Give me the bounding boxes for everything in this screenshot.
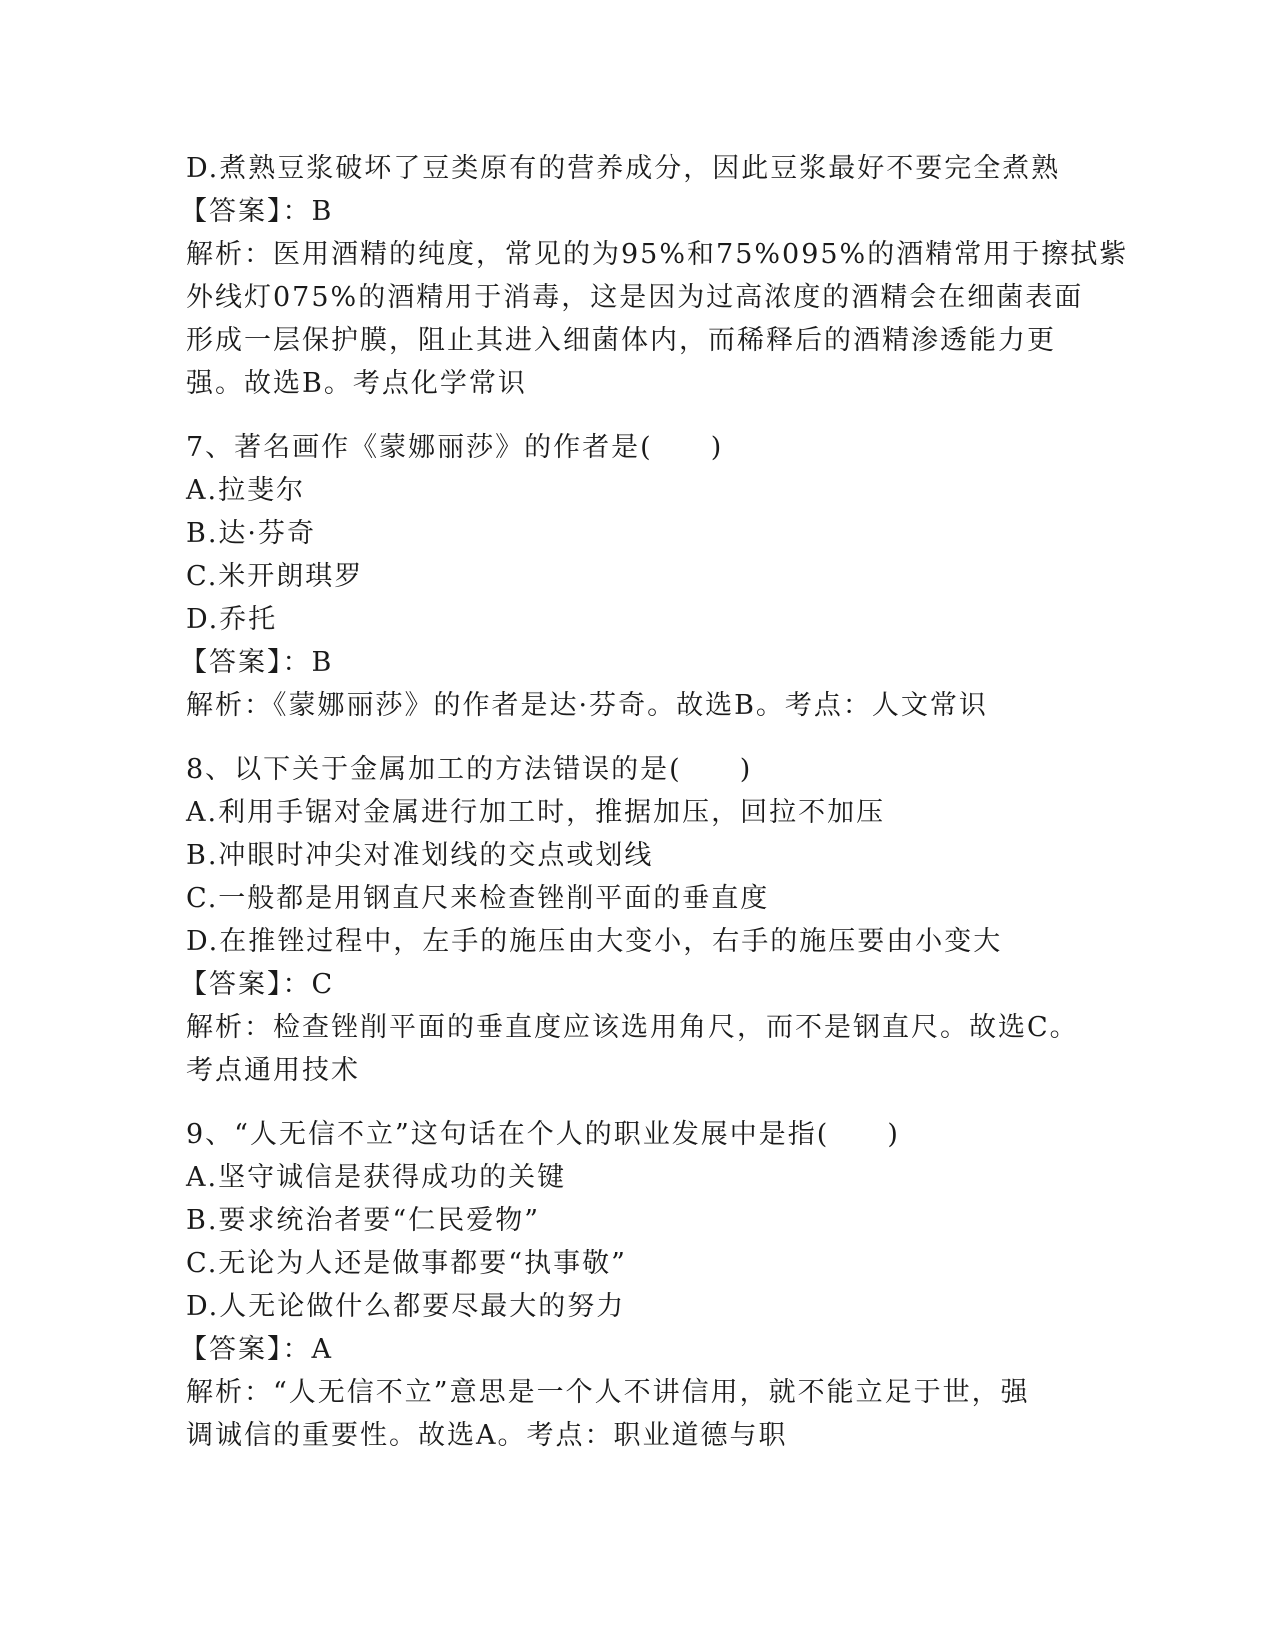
question-block-7 — [180, 426, 1086, 727]
document-content — [180, 147, 1129, 1457]
option-c: C.一般都是用钢直尺来检查锉削平面的垂直度 — [186, 883, 770, 914]
explanation-line: 强。故选B。考点化学常识 — [186, 368, 527, 399]
explanation-line: 解析：医用酒精的纯度，常见的为95%和75%095%的酒精常用于擦拭紫 — [186, 239, 1129, 270]
answer: 【答案】：C — [180, 969, 335, 1000]
question-stem: 7、著名画作《蒙娜丽莎》的作者是( ) — [186, 432, 724, 463]
spacer — [186, 1092, 1086, 1113]
question-block-9 — [180, 1113, 1086, 1457]
explanation-line: 解析：检查锉削平面的垂直度应该选用角尺，而不是钢直尺。故选C。 — [186, 1012, 1079, 1043]
option-d: D.乔托 — [186, 604, 278, 635]
option-b: B.要求统治者要“仁民爱物” — [186, 1205, 541, 1236]
option-a: A.坚守诚信是获得成功的关键 — [186, 1162, 567, 1193]
question-stem: 9、“人无信不立”这句话在个人的职业发展中是指( ) — [186, 1119, 900, 1150]
option-c: C.米开朗琪罗 — [186, 561, 364, 592]
option-a: A.利用手锯对金属进行加工时，推据加压，回拉不加压 — [186, 797, 886, 828]
option-b: B.冲眼时冲尖对准划线的交点或划线 — [186, 840, 654, 871]
answer: 【答案】：B — [180, 647, 334, 678]
explanation-line: 调诚信的重要性。故选A。考点：职业道德与职 — [186, 1420, 788, 1451]
answer: 【答案】：A — [180, 1334, 333, 1365]
question-block-8 — [180, 748, 1086, 1092]
explanation-line: 考点通用技术 — [186, 1055, 360, 1086]
option-a: A.拉斐尔 — [186, 475, 306, 506]
prev-question-block — [180, 147, 1129, 405]
option-d: D.在推锉过程中，左手的施压由大变小，右手的施压要由小变大 — [186, 926, 1003, 957]
explanation-line: 形成一层保护膜，阻止其进入细菌体内，而稀释后的酒精渗透能力更 — [186, 325, 1056, 356]
explanation-line: 解析：“人无信不立”意思是一个人不讲信用，就不能立足于世，强 — [186, 1377, 1030, 1408]
option-c: C.无论为人还是做事都要“执事敬” — [186, 1248, 627, 1279]
question-stem: 8、以下关于金属加工的方法错误的是( ) — [186, 754, 753, 785]
option-b: B.达·芬奇 — [186, 518, 317, 549]
explanation-line: 外线灯075%的酒精用于消毒，这是因为过高浓度的酒精会在细菌表面 — [186, 282, 1084, 313]
option-d: D.煮熟豆浆破坏了豆类原有的营养成分，因此豆浆最好不要完全煮熟 — [186, 153, 1061, 184]
option-d: D.人无论做什么都要尽最大的努力 — [186, 1291, 626, 1322]
answer: 【答案】：B — [180, 196, 334, 227]
explanation-line: 解析：《蒙娜丽莎》的作者是达·芬奇。故选B。考点：人文常识 — [186, 690, 988, 721]
spacer — [186, 405, 1086, 426]
spacer — [186, 727, 1086, 748]
